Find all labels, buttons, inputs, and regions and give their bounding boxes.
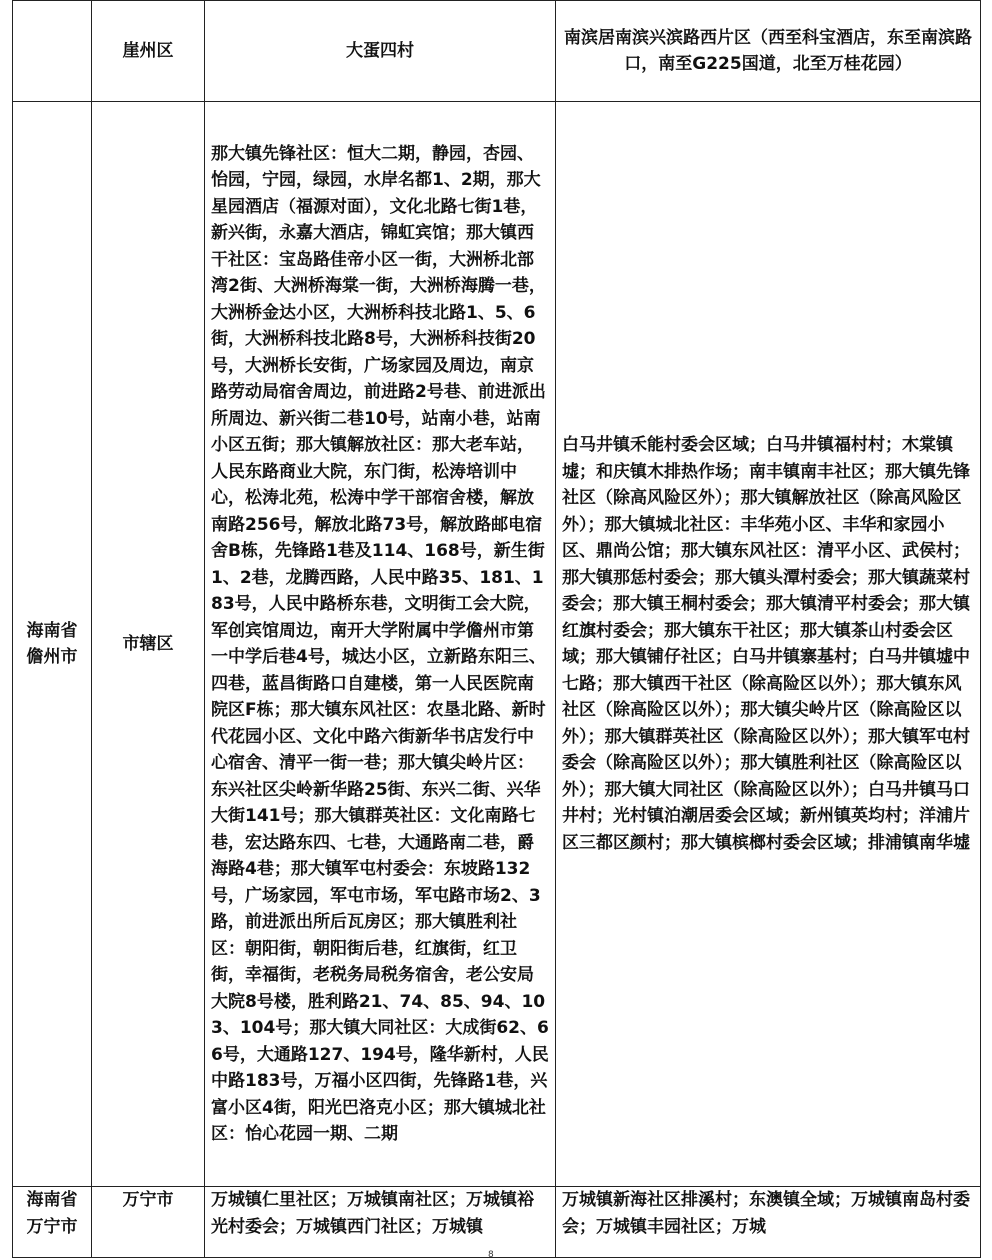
district-cell: 市辖区 xyxy=(92,102,205,1187)
province-city-cell xyxy=(13,1,92,102)
village-cell: 大蛋四村 xyxy=(205,1,556,102)
medium-risk-area-cell: 万城镇新海社区排溪村；东澳镇全域；万城镇南岛村委会；万城镇丰园社区；万城 xyxy=(556,1187,981,1258)
risk-area-table xyxy=(12,0,981,1258)
table-row xyxy=(13,1187,981,1258)
district-cell: 崖州区 xyxy=(92,1,205,102)
high-risk-area-cell: 万城镇仁里社区；万城镇南社区；万城镇裕光村委会；万城镇西门社区；万城镇 xyxy=(205,1187,556,1258)
district-cell: 万宁市 xyxy=(92,1187,205,1258)
page-number: 8 xyxy=(488,1250,494,1260)
province-city-cell: 海南省万宁市 xyxy=(13,1187,92,1258)
medium-risk-area-cell: 白马井镇禾能村委会区域；白马井镇福村村；木棠镇墟；和庆镇木排热作场；南丰镇南丰社区；那大镇先锋社区（除高风险区外）；那大镇解放社区（除高风险区外）；那大镇城北社区：丰华苑小区、丰华和家园小区、鼎尚公馆；那大镇东风社区：清平小区、武侯村；那大镇那恁村委会；那大镇头潭村委会；那大镇蔬菜村委会；那大镇王桐村委会；那大镇清平村委会；那大镇红旗村委会；那大镇东干社区；那大镇茶山村委会区域；那大镇铺仔社区；白马井镇寨基村；白马井镇墟中七路；那大镇西干社区（除高险区以外）；那大镇东风社区（除高险区以外）；那大镇尖岭片区（除高险区以外）；那大镇群英社区（除高险区以外）；那大镇军屯村委会（除高险区以外）；那大镇胜利社区（除高险区以外）；那大镇大同社区（除高险区以外）；白马井镇马口井村；光村镇泊潮居委会区域；新州镇英均村；洋浦片区三都区颜村；那大镇槟榔村委会区域；排浦镇南华墟 xyxy=(556,102,981,1187)
table-row xyxy=(13,102,981,1187)
area-cell: 南滨居南滨兴滨路西片区（西至科宝酒店，东至南滨路口，南至G225国道，北至万桂花园） xyxy=(556,1,981,102)
province-city-cell: 海南省儋州市 xyxy=(13,102,92,1187)
table-row xyxy=(13,1,981,102)
high-risk-area-cell xyxy=(205,102,556,1187)
high-risk-area-text: 那大镇先锋社区：恒大二期，静园，杏园、怡园，宁园，绿园，水岸名都1、2期，那大星园酒店（福源对面），文化北路七街1巷，新兴街，永嘉大酒店，锦虹宾馆；那大镇西干社区：宝岛路佳帝小区一街，大洲桥北部湾2街、大洲桥海棠一街，大洲桥海腾一巷，大洲桥金达小区，大洲桥科技北路1、5、6街，大洲桥科技北路8号，大洲桥科技街20号，大洲桥长安街，广场家园及周边，南京路劳动局宿舍周边，前进路2号巷、前进派出所周边、新兴街二巷10号，站南小巷，站南小区五街；那大镇解放社区：那大老车站，人民东路商业大院，东门街，松涛培训中心，松涛北苑，松涛中学干部宿舍楼，解放南路256号，解放北路73号，解放路邮电宿舍B栋，先锋路1巷及114、168号，新生街1、2巷，龙腾西路，人民中路35、181、183号，人民中路桥东巷，文明街工会大院，军创宾馆周边，南开大学附属中学儋州市第一中学后巷4号，城达小区，立新路东阳三、四巷，蓝昌街路口自建楼，第一人民医院南院区F栋；那大镇东风社区：农垦北路、新时代花园小区、文化中路六街新华书店发行中心宿舍、清平一街一巷；那大镇尖岭片区：东兴社区尖岭新华路25街、东兴二街、兴华大街141号；那大镇群英社区：文化南路七巷，宏达路东四、七巷，大通路南二巷，爵海路4巷；那大镇军屯村委会：东坡路132号，广场家园，军屯市场，军屯路市场2、3路，前进派出所后瓦房区；那大镇胜利社区：朝阳街，朝阳街后巷，红旗街，红卫街，幸福街，老税务局税务宿舍，老公安局大院8号楼，胜利路21、74、85、94、103、104号；那大镇大同社区：大成街62、66号，大通路127、194号，隆华新村，人民中路183号，万福小区四街，先锋路1巷，兴富小区4街，阳光巴洛克小区；那大镇城北社区：怡心花园一期、二期 xyxy=(211,143,549,1144)
